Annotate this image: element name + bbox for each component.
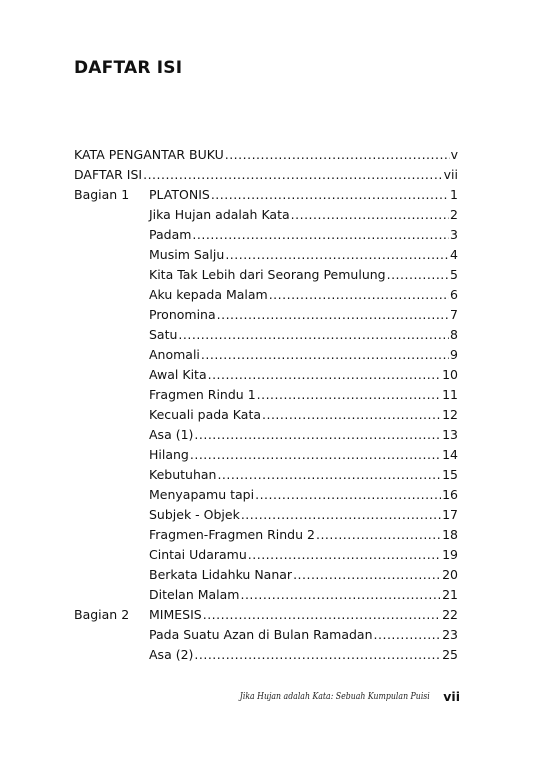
toc-part-label: Bagian 2 (74, 607, 130, 622)
dot-leader (269, 285, 449, 305)
dot-leader (194, 425, 441, 445)
toc-entry (149, 265, 458, 285)
toc-entry-title: Cintai Udaramu (149, 547, 247, 562)
toc-entry-title: PLATONIS (149, 187, 210, 202)
page-footer (240, 688, 460, 704)
toc-page-number: 21 (442, 587, 458, 602)
toc-page-number: 12 (442, 407, 458, 422)
dot-leader (241, 505, 441, 525)
toc-row (74, 225, 458, 245)
toc-entry-title: Musim Salju (149, 247, 225, 262)
toc-page-number: 3 (450, 227, 458, 242)
toc-page-number: 11 (442, 387, 458, 402)
toc-page-number: 1 (450, 187, 458, 202)
dot-leader (194, 645, 441, 665)
dot-leader (387, 265, 449, 285)
toc-row (74, 325, 458, 345)
toc-row (74, 645, 458, 665)
toc-entry-title: Jika Hujan adalah Kata (149, 207, 290, 222)
dot-leader (316, 525, 441, 545)
toc-row (74, 365, 458, 385)
toc-entry (149, 605, 458, 625)
toc-entry-title: Padam (149, 227, 192, 242)
toc-row (74, 465, 458, 485)
dot-leader (211, 185, 449, 205)
toc-row (74, 525, 458, 545)
toc-page-number: v (450, 147, 458, 162)
toc-page-number: 23 (442, 627, 458, 642)
toc-row (74, 265, 458, 285)
toc-page-number: 4 (450, 247, 458, 262)
toc-row (74, 545, 458, 565)
dot-leader (248, 545, 441, 565)
toc-entry (149, 485, 458, 505)
page-title: DAFTAR ISI (74, 58, 183, 78)
toc-entry (149, 305, 458, 325)
toc-row (74, 385, 458, 405)
toc-part-label: Bagian 1 (74, 187, 130, 202)
toc-page-number: 9 (450, 347, 458, 362)
toc-row (74, 505, 458, 525)
toc-page-number: 6 (450, 287, 458, 302)
toc-page-number: 18 (442, 527, 458, 542)
toc-entry (149, 285, 458, 305)
toc-row (74, 565, 458, 585)
toc-entry-title: DAFTAR ISI (74, 167, 143, 182)
toc-page-number: vii (443, 167, 458, 182)
dot-leader (201, 345, 449, 365)
toc-entry (149, 465, 458, 485)
toc-row (74, 245, 458, 265)
toc-entry-title: Fragmen-Fragmen Rindu 2 (149, 527, 315, 542)
toc-entry (149, 245, 458, 265)
toc-row (74, 345, 458, 365)
dot-leader (208, 365, 441, 385)
toc-page-number: 15 (442, 467, 458, 482)
toc-row (74, 585, 458, 605)
dot-leader (293, 565, 441, 585)
toc-entry (149, 585, 458, 605)
toc-page-number: 22 (442, 607, 458, 622)
toc-entry-title: Kecuali pada Kata (149, 407, 261, 422)
toc-entry (149, 185, 458, 205)
dot-leader (291, 205, 449, 225)
toc-row (74, 305, 458, 325)
toc-row (74, 445, 458, 465)
dot-leader (257, 385, 441, 405)
toc-entry-title: Berkata Lidahku Nanar (149, 567, 293, 582)
toc-entry (149, 365, 458, 385)
toc-entry (149, 345, 458, 365)
dot-leader (374, 625, 442, 645)
toc-entry-title: Subjek - Objek (149, 507, 240, 522)
toc-row (74, 605, 458, 625)
dot-leader (217, 305, 449, 325)
toc-entry-title: Anomali (149, 347, 200, 362)
toc-entry-title: Asa (2) (149, 647, 194, 662)
toc-row (74, 425, 458, 445)
dot-leader (192, 225, 449, 245)
toc-entry (149, 525, 458, 545)
running-title: Jika Hujan adalah Kata: Sebuah Kumpulan Puisi (240, 690, 431, 702)
toc-entry-title: MIMESIS (149, 607, 202, 622)
toc-entry-title: Aku kepada Malam (149, 287, 268, 302)
toc-entry-title: Awal Kita (149, 367, 207, 382)
toc-page-number: 19 (442, 547, 458, 562)
toc-entry-title: Kebutuhan (149, 467, 217, 482)
toc-entry-title: Pronomina (149, 307, 216, 322)
dot-leader (225, 145, 450, 165)
toc-entry (149, 385, 458, 405)
toc-row (74, 185, 458, 205)
dot-leader (143, 165, 443, 185)
toc-entry (149, 325, 458, 345)
toc-page-number: 25 (442, 647, 458, 662)
toc-row (74, 165, 458, 185)
toc-entry-title: Pada Suatu Azan di Bulan Ramadan (149, 627, 373, 642)
toc-entry-title: Satu (149, 327, 178, 342)
toc-entry-title: Kita Tak Lebih dari Seorang Pemulung (149, 267, 386, 282)
toc-page-number: 2 (450, 207, 458, 222)
toc-entry (149, 505, 458, 525)
toc-entry (74, 145, 458, 165)
toc-row (74, 285, 458, 305)
toc-entry (149, 565, 458, 585)
toc-page-number: 14 (442, 447, 458, 462)
dot-leader (190, 445, 441, 465)
toc-entry (149, 225, 458, 245)
toc-page-number: 5 (450, 267, 458, 282)
toc-entry (149, 205, 458, 225)
toc-entry (74, 165, 458, 185)
toc-entry-title: Hilang (149, 447, 189, 462)
toc-page-number: 16 (442, 487, 458, 502)
dot-leader (262, 405, 441, 425)
page-number: vii (443, 688, 460, 704)
toc-page-number: 10 (442, 367, 458, 382)
toc-page-number: 17 (442, 507, 458, 522)
toc-row (74, 405, 458, 425)
toc-entry-title: Ditelan Malam (149, 587, 240, 602)
toc-page-number: 7 (450, 307, 458, 322)
toc-page-number: 8 (450, 327, 458, 342)
toc-page-number: 13 (442, 427, 458, 442)
toc-entry (149, 645, 458, 665)
dot-leader (225, 245, 449, 265)
toc-entry-title: Fragmen Rindu 1 (149, 387, 256, 402)
toc-entry-title: KATA PENGANTAR BUKU (74, 147, 224, 162)
dot-leader (203, 605, 441, 625)
toc-entry (149, 425, 458, 445)
toc-row (74, 485, 458, 505)
dot-leader (255, 485, 441, 505)
toc-entry (149, 545, 458, 565)
toc-entry (149, 625, 458, 645)
dot-leader (240, 585, 441, 605)
dot-leader (178, 325, 449, 345)
dot-leader (217, 465, 441, 485)
toc-row (74, 625, 458, 645)
toc-row (74, 205, 458, 225)
toc-entry-title: Menyapamu tapi (149, 487, 255, 502)
table-of-contents (74, 145, 458, 665)
toc-page-number: 20 (442, 567, 458, 582)
toc-entry (149, 405, 458, 425)
toc-entry (149, 445, 458, 465)
toc-entry-title: Asa (1) (149, 427, 194, 442)
toc-row (74, 145, 458, 165)
